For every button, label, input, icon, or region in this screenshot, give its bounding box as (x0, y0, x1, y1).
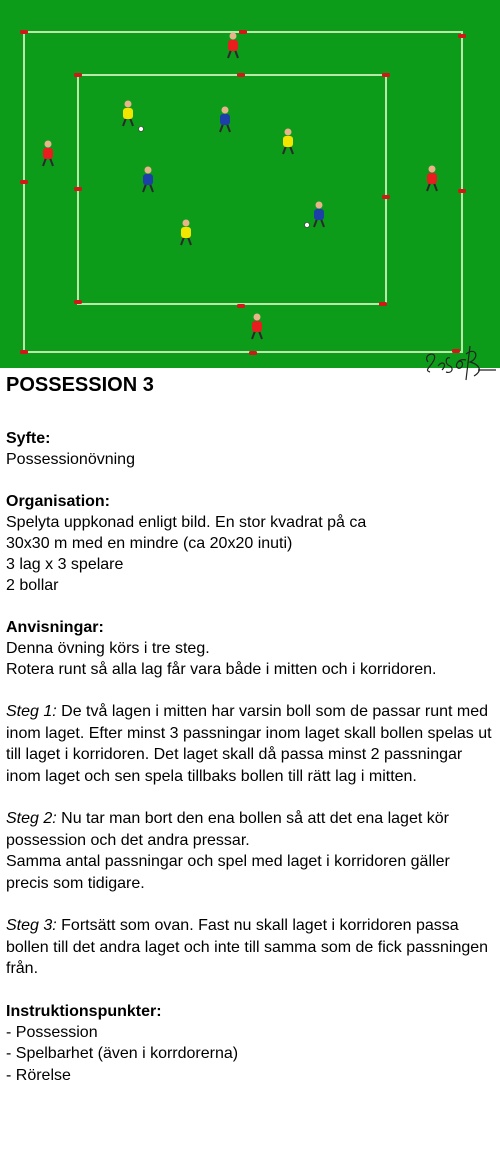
organisation-line: Spelyta uppkonad enligt bild. En stor kvadrat på ca (6, 514, 367, 531)
cone-marker (237, 304, 245, 308)
step-2-text: Nu tar man bort den ena bollen så att det ena laget kör possession och det andra pressar. (6, 810, 449, 849)
grass-area (0, 0, 500, 368)
cone-marker (458, 34, 466, 38)
cone-marker (20, 350, 28, 354)
ball (305, 223, 310, 228)
list-item: - Possession (6, 1023, 98, 1041)
organisation-line: 30x30 m med en mindre (ca 20x20 inuti) (6, 535, 293, 552)
ball (139, 127, 144, 132)
list-item: - Spelbarhet (även i korrdorerna) (6, 1045, 239, 1062)
cone-marker (458, 189, 466, 193)
training-field-diagram (0, 0, 500, 368)
cone-marker (74, 73, 82, 77)
cone-marker (20, 30, 28, 34)
organisation-line: 3 lag x 3 spelare (6, 556, 124, 573)
page-title: POSSESSION 3 (6, 374, 154, 396)
step-3-text: Fortsätt som ovan. Fast nu skall laget i korridoren passa bollen till det andra laget och inte till samma som de fick passningen från. (6, 917, 489, 977)
organisation-heading: Organisation: (6, 493, 111, 510)
step-1-label: Steg 1: (6, 703, 57, 720)
step-1-text: De två lagen i mitten har varsin boll som de passar runt med inom laget. Efter minst 3 passningar inom laget skall bollen spelas ut till laget i korridoren. Det laget skall då passa minst 2 passningar inom laget och sen spela tillbaks bollen till rätt lag i mitten. (6, 703, 492, 785)
syfte-text: Possessionövning (6, 451, 135, 468)
cone-marker (379, 302, 387, 306)
step-2-extra: Samma antal passningar och spel med laget i korridoren gäller precis som tidigare. (6, 853, 450, 892)
step-3-label: Steg 3: (6, 917, 57, 934)
anvisningar-heading: Anvisningar: (6, 619, 104, 636)
anvisningar-line: Denna övning körs i tre steg. (6, 640, 210, 657)
instruktion-heading: Instruktionspunkter: (6, 1002, 162, 1020)
cone-marker (237, 73, 245, 77)
list-item: - Rörelse (6, 1066, 71, 1084)
anvisningar-line: Rotera runt så alla lag får vara både i mitten och i korridoren. (6, 661, 437, 678)
cone-marker (20, 180, 28, 184)
cone-marker (382, 195, 390, 199)
syfte-heading: Syfte: (6, 430, 51, 447)
cone-marker (74, 187, 82, 191)
step-2-label: Steg 2: (6, 810, 57, 827)
cone-marker (382, 73, 390, 77)
cone-marker (239, 30, 247, 34)
instruktion-list (6, 1022, 496, 1087)
organisation-line: 2 bollar (6, 577, 59, 594)
cone-marker (74, 300, 82, 304)
exercise-description (6, 372, 496, 1086)
step-2-paragraph (6, 808, 496, 851)
step-3-paragraph (6, 915, 496, 980)
step-1-paragraph (6, 701, 496, 787)
cone-marker (249, 351, 257, 355)
